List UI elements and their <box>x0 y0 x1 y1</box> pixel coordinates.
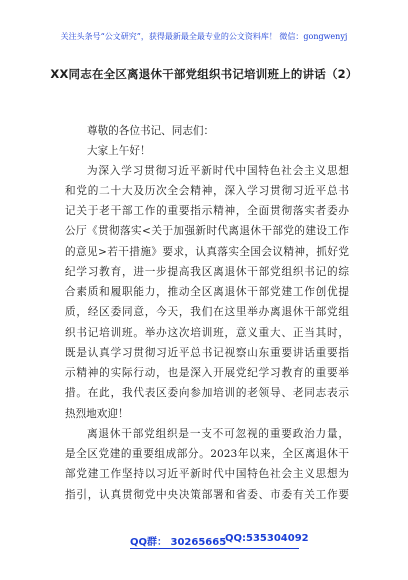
paragraph-line: 纪学习教育，进一步提高我区离退休干部党组织书记的综 <box>65 266 349 278</box>
paragraph-line: 记关于老干部工作的重要指示精神，全面贯彻落实者委办 <box>65 205 349 217</box>
paragraph-line: 热烈地欢迎！ <box>65 408 129 420</box>
paragraph-line: 示精神的实际行动，也是深入开展党纪学习教育的重要举 <box>65 367 349 379</box>
salutation-line: 尊敬的各位书记、同志们： <box>87 125 215 137</box>
paragraph-line: 质，经区委同意，今天，我们在这里举办离退休干部党组 <box>65 306 349 318</box>
paragraph-line: 措。在此，我代表区委向参加培训的老领导、老同志表示 <box>65 387 349 399</box>
paragraph-line: 指引，认真贯彻党中央决策部署和省委、市委有关工作要 <box>65 489 349 501</box>
paragraph-line: 部党建工作坚持以习近平新时代中国特色社会主义思想为 <box>65 468 349 480</box>
paragraph-line: 公厅《贯彻落实<关于加强新时代离退休干部党的建设工作 <box>65 225 349 237</box>
footer-qq-group: QQ群： 30265665 <box>130 537 227 548</box>
paragraph-line: 合素质和履职能力，推动全区离退休干部党建工作创优提 <box>65 286 349 298</box>
paragraph-line: 为深入学习贯彻习近平新时代中国特色社会主义思想 <box>87 165 349 177</box>
paragraph-line: 既是认真学习贯彻习近平总书记视察山东重要讲话重要指 <box>65 347 349 359</box>
paragraph-line: 是全区党建的重要组成部分。2023年以来，全区离退休干 <box>65 448 349 460</box>
paragraph-line: 离退休干部党组织是一支不可忽视的重要政治力量， <box>87 428 349 440</box>
paragraph-line: 的意见>若干措施》要求，认真落实全国会议精神，抓好党 <box>65 246 349 258</box>
paragraph-line: 和党的二十大及历次全会精神，深入学习贯彻习近平总书 <box>65 185 349 197</box>
header-banner: 关注头条号“公文研究”，获得最新最全最专业的公文资料库！ 微信：gongwenyj <box>60 32 348 41</box>
greeting-line: 大家上午好！ <box>87 145 151 157</box>
document-title: XX同志在全区离退休干部党组织书记培训班上的讲话（2） <box>50 67 358 81</box>
footer-divider <box>130 548 299 549</box>
paragraph-line: 织书记培训班。举办这次培训班，意义重大、正当其时， <box>65 327 349 339</box>
footer-qq-number: QQ:535304092 <box>225 533 309 544</box>
